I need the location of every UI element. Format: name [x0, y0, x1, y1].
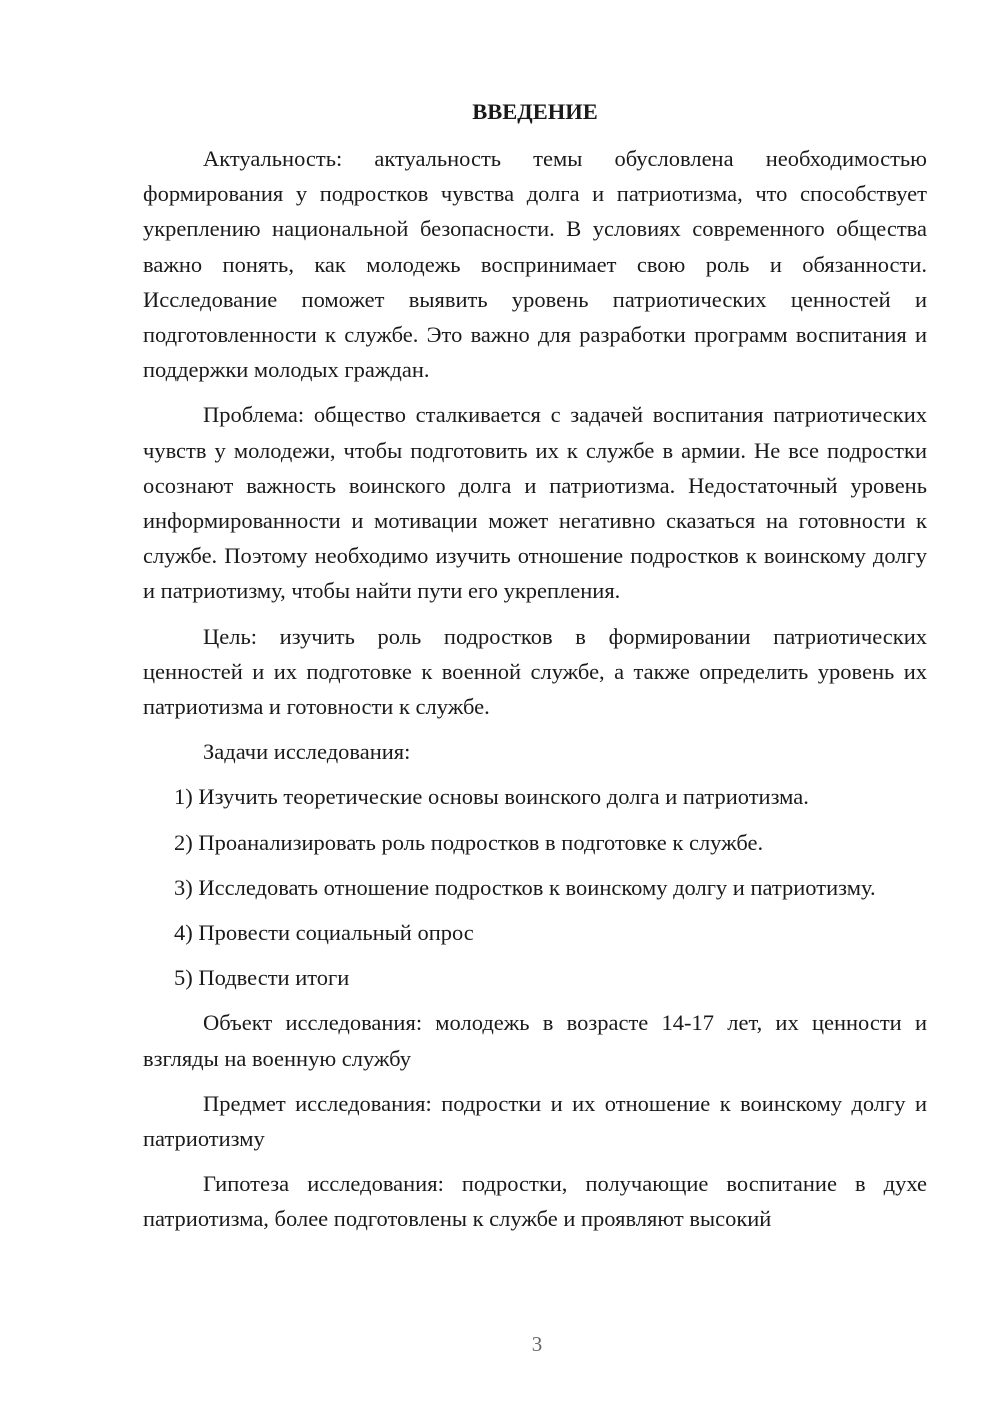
paragraph-problem: Проблема: общество сталкивается с задачей воспитания патриотических чувств у молодежи, чтобы подготовить их к службе в армии. Не все подростки осознают важность воинского долга и патриотизма. Недостаточный уровень информированности и мотивации может негативно сказаться на готовности к службе. Поэтому необходимо изучить отношение подростков к воинскому долгу и патриотизму, чтобы найти пути его укрепления.: [143, 402, 927, 604]
paragraph-relevance: Актуальность: актуальность темы обусловлена необходимостью формирования у подростков чувства долга и патриотизма, что способствует укреплению национальной безопасности. В условиях современного общества важно понять, как молодежь воспринимает свою роль и обязанности. Исследование поможет выявить уровень патриотических ценностей и подготовленности к службе. Это важно для разработки программ воспитания и поддержки молодых граждан.: [143, 146, 927, 383]
task-item-1: 1) Изучить теоретические основы воинского долга и патриотизма.: [174, 784, 809, 810]
paragraph-object: Объект исследования: молодежь в возрасте 14-17 лет, их ценности и взгляды на военную службу: [143, 1010, 927, 1071]
task-item-2: 2) Проанализировать роль подростков в подготовке к службе.: [174, 829, 764, 855]
page-number: 3: [531, 1332, 543, 1356]
page-title: ВВЕДЕНИЕ: [472, 99, 598, 124]
task-item-3: 3) Исследовать отношение подростков к воинскому долгу и патриотизму.: [174, 874, 876, 900]
paragraph-tasks-heading: Задачи исследования:: [203, 739, 411, 765]
page-content: [143, 94, 927, 1247]
paragraph-hypothesis: Гипотеза исследования: подростки, получающие воспитание в духе патриотизма, более подготовлены к службе и проявляют высокий: [143, 1171, 927, 1232]
paragraph-subject: Предмет исследования: подростки и их отношение к воинскому долгу и патриотизму: [143, 1090, 927, 1152]
task-item-4: 4) Провести социальный опрос: [174, 920, 474, 946]
paragraph-goal: Цель: изучить роль подростков в формировании патриотических ценностей и их подготовке к военной службе, а также определить уровень их патриотизма и готовности к службе.: [143, 623, 927, 720]
task-item-5: 5) Подвести итоги: [174, 965, 350, 991]
